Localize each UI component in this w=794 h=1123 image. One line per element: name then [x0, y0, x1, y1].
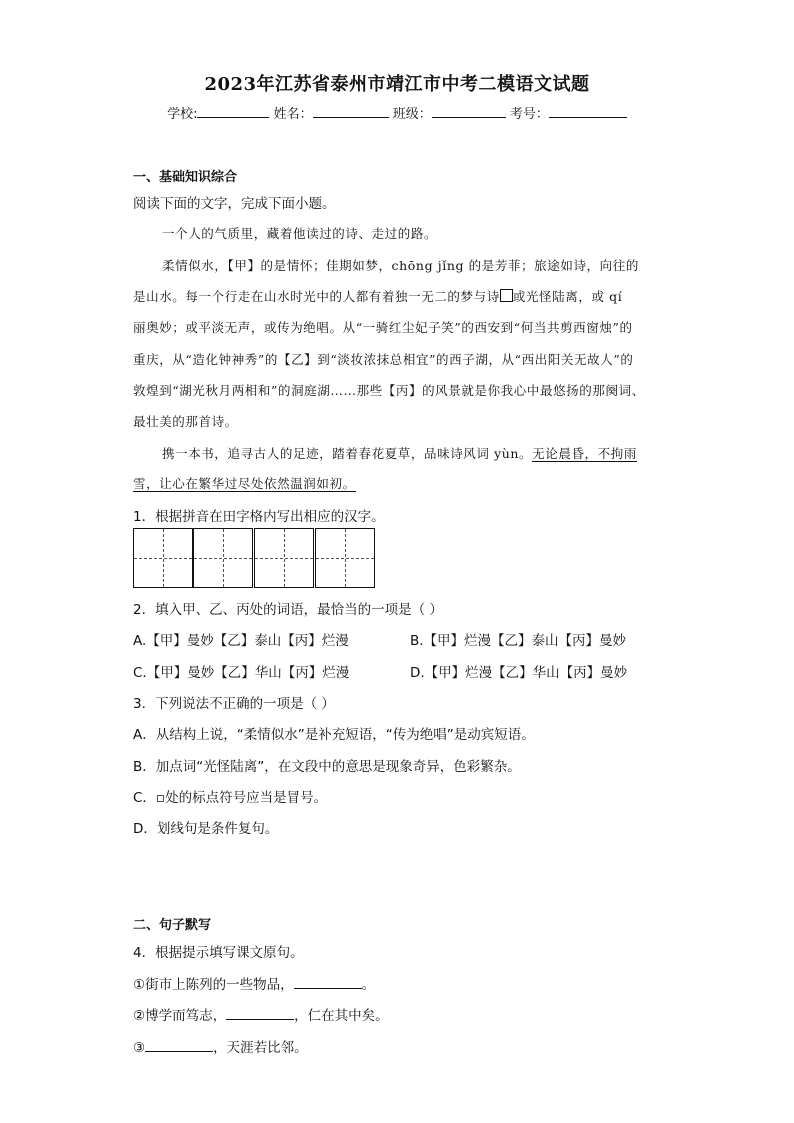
- school-blank[interactable]: [197, 105, 269, 118]
- underlined-sentence: 雪，让心在繁华过尽处依然温润如初。: [133, 476, 356, 491]
- recite-prompt: ①街市上陈列的一些物品，: [133, 977, 294, 993]
- underlined-sentence: 无论晨昏，不拘雨: [532, 446, 637, 461]
- passage-text: 是山水。每一个行走在山水时光中的人都有着独一无二的梦与诗: [133, 289, 500, 304]
- section-heading-2: 二、句子默写: [133, 918, 212, 933]
- passage-line: 重庆，从“造化钟神秀”的【乙】到“淡妆浓抹总相宜”的西子湖，从“西出阳关无故人”的: [133, 352, 634, 367]
- answer-blank[interactable]: [226, 1007, 294, 1020]
- name-blank[interactable]: [313, 105, 389, 118]
- q3-option-c[interactable]: C．▫处的标点符号应当是冒号。: [133, 790, 328, 806]
- tianzige-cell[interactable]: [193, 528, 253, 588]
- recite-suffix: ，仁在其中矣。: [294, 1008, 389, 1024]
- passage-line: [133, 474, 356, 492]
- school-label: 学校:: [167, 107, 198, 122]
- question-2: 2．填入甲、乙、丙处的词语，最恰当的一项是（ ）: [133, 602, 443, 618]
- passage-line: [162, 444, 637, 462]
- passage-text: 或光怪陆离，或 qí: [512, 289, 623, 304]
- answer-blank[interactable]: [294, 976, 362, 989]
- q3-option-d[interactable]: D．划线句是条件复句。: [133, 821, 279, 837]
- class-label: 班级：: [392, 107, 432, 122]
- passage-line: 最壮美的那首诗。: [133, 414, 238, 429]
- passage-line: [133, 287, 622, 305]
- passage-line: 一个人的气质里，藏着他读过的诗、走过的路。: [162, 226, 438, 241]
- section-heading-1: 一、基础知识综合: [133, 170, 238, 185]
- question-3: 3．下列说法不正确的一项是（ ）: [133, 696, 335, 712]
- passage-line: 丽奥妙；或平淡无声，或传为绝唱。从“一骑红尘妃子笑”的西安到“何当共剪西窗烛”的: [133, 320, 633, 335]
- q2-option-c[interactable]: C.【甲】曼妙【乙】华山【丙】烂漫: [133, 665, 350, 681]
- class-blank[interactable]: [432, 105, 506, 118]
- recite-prompt: ③: [133, 1040, 146, 1056]
- q3-option-b[interactable]: B．加点词“光怪陆离”，在文段中的意思是现象奇异，色彩繁杂。: [133, 759, 521, 775]
- tianzige-cell[interactable]: [254, 528, 314, 588]
- section-intro: 阅读下面的文字，完成下面小题。: [133, 196, 336, 212]
- recite-suffix: ，天涯若比邻。: [213, 1040, 308, 1056]
- recite-prompt: ②博学而笃志，: [133, 1008, 227, 1024]
- recite-item-3: [133, 1036, 308, 1056]
- q2-option-a[interactable]: A.【甲】曼妙【乙】泰山【丙】烂漫: [133, 633, 349, 649]
- q3-option-a[interactable]: A．从结构上说，“柔情似水”是补充短语，“传为绝唱”是动宾短语。: [133, 727, 535, 743]
- recite-item-1: [133, 973, 375, 993]
- answer-blank[interactable]: [145, 1039, 213, 1052]
- exam-no-label: 考号：: [509, 107, 549, 122]
- recite-item-2: [133, 1004, 389, 1024]
- q2-option-b[interactable]: B.【甲】烂漫【乙】泰山【丙】曼妙: [410, 633, 627, 649]
- passage-line: 柔情似水，【甲】的是情怀；佳期如梦，chōng jǐng 的是芳菲；旅途如诗，向往的: [162, 258, 639, 273]
- question-1: 1．根据拼音在田字格内写出相应的汉字。: [133, 509, 385, 525]
- q2-option-d[interactable]: D.【甲】烂漫【乙】华山【丙】曼妙: [410, 665, 628, 681]
- passage-text: 携一本书，追寻古人的足迹，踏着春花夏草，品味诗风词 yùn。: [162, 446, 533, 461]
- tianzige-cell[interactable]: [315, 528, 375, 588]
- recite-suffix: 。: [361, 977, 376, 993]
- tianzige-cell[interactable]: [133, 528, 193, 588]
- exam-no-blank[interactable]: [549, 105, 627, 118]
- punctuation-box: [500, 289, 513, 302]
- name-label: 姓名：: [273, 107, 313, 122]
- question-4: 4．根据提示填写课文原句。: [133, 945, 304, 961]
- student-info-line: [0, 103, 794, 122]
- passage-line: 敦煌到“湖光秋月两相和”的洞庭湖……那些【丙】的风景就是你我心中最悠扬的那阕词、: [133, 383, 645, 398]
- page-title: 2023年江苏省泰州市靖江市中考二模语文试题: [204, 74, 590, 95]
